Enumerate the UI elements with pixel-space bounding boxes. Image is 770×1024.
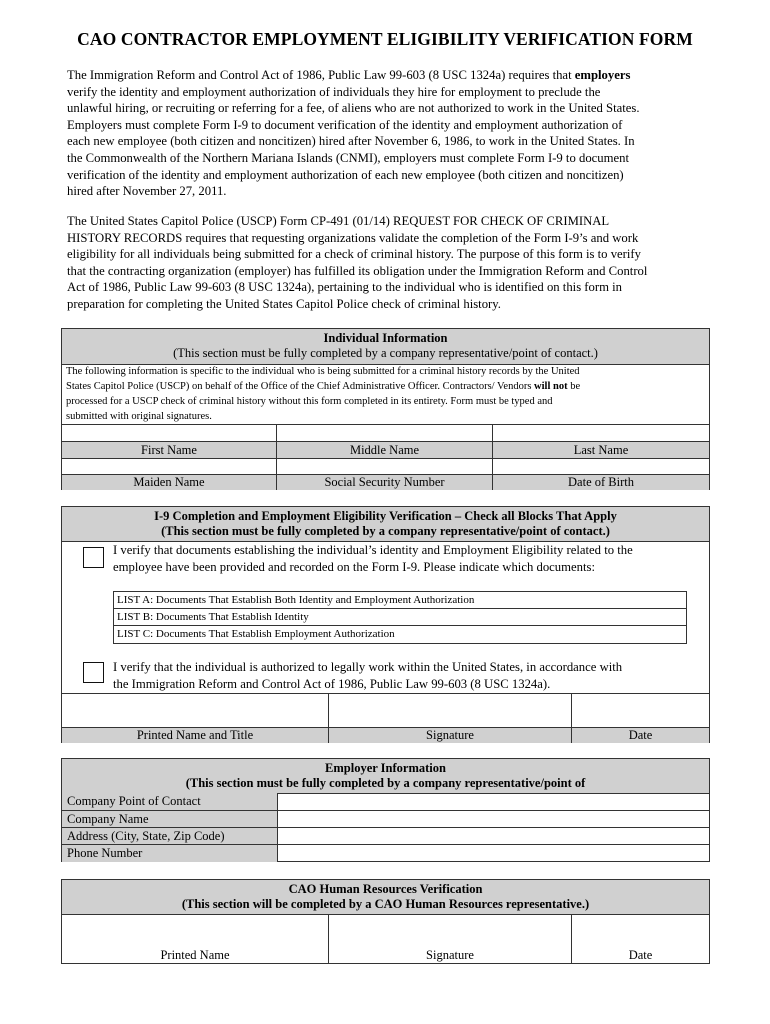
company-name-field[interactable] (278, 811, 709, 828)
company-poc-label: Company Point of Contact (62, 793, 278, 810)
intro-p1-line: verification of the identity and employment authorization of each new employee (both citizen and noncitizen) (67, 167, 624, 182)
maiden-name-label: Maiden Name (62, 475, 277, 490)
hr-header (62, 880, 709, 915)
document-lists (113, 591, 687, 644)
list-b-option[interactable]: LIST B: Documents That Establish Identity (114, 609, 686, 626)
hr-signature-label-row (62, 947, 709, 963)
printed-name-title-field[interactable] (62, 694, 329, 728)
intro-p1-line: verify the identity and employment authorization of individuals they hire for employment to preclude the (67, 84, 601, 99)
individual-header (62, 329, 709, 365)
name-input-row (62, 424, 709, 442)
phone-number-label: Phone Number (62, 845, 278, 862)
intro-p1-first-text: The Immigration Reform and Control Act of 1986, Public Law 99-603 (8 USC 1324a) requires that (67, 68, 575, 82)
address-label: Address (City, State, Zip Code) (62, 828, 278, 845)
individual-subtitle: (This section must be fully completed by a company representative/point of contact.) (173, 346, 598, 360)
individual-note-line (66, 379, 704, 394)
last-name-label: Last Name (573, 443, 629, 457)
employer-row (62, 810, 709, 828)
individual-note-after-bold: be (567, 381, 581, 392)
i9-verification-section (61, 506, 710, 743)
i9-signature-input-row (62, 693, 709, 728)
employer-row (62, 827, 709, 845)
individual-note-bold: will not (534, 381, 568, 392)
i9-signature-field[interactable] (329, 694, 572, 728)
i9-subtitle: (This section must be fully completed by a company representative/point of contact.) (161, 524, 610, 538)
first-name-label: First Name (62, 442, 277, 459)
intro-p1-line: unlawful hiring, or recruiting or referring for a fee, of aliens who are not authorized to work in the United States. (67, 101, 640, 116)
hr-printed-name-field[interactable] (62, 914, 329, 947)
i9-title: I-9 Completion and Employment Eligibility Verification – Check all Blocks That Apply (154, 509, 617, 523)
i9-date-label: Date (628, 728, 653, 742)
hr-date-field[interactable] (572, 914, 709, 947)
company-poc-field[interactable] (278, 793, 709, 810)
authorized-to-work-line: I verify that the individual is authorized to legally work within the United States, in accordance with (113, 660, 623, 674)
documents-verified-checkbox[interactable] (83, 547, 104, 568)
intro-p1-line: Employers must complete Form I-9 to document verification of the identity and employment authorization of (67, 117, 623, 132)
individual-information-section (61, 328, 710, 490)
list-a-option[interactable]: LIST A: Documents That Establish Both Identity and Employment Authorization (114, 592, 686, 609)
authorized-to-work-checkbox[interactable] (83, 662, 104, 683)
i9-signature-label-row (62, 727, 709, 743)
hr-title: CAO Human Resources Verification (288, 882, 483, 896)
company-name-label: Company Name (62, 811, 278, 828)
intro-p1-bold-word: employers (574, 68, 631, 82)
phone-number-field[interactable] (278, 845, 709, 862)
individual-note-line: The following information is specific to the individual who is being submitted for a criminal history records by the United (66, 366, 580, 377)
individual-note-line: submitted with original signatures. (66, 411, 212, 422)
hr-verification-section (61, 879, 710, 964)
intro-paragraph-1 (67, 67, 707, 200)
middle-name-label: Middle Name (277, 442, 493, 459)
first-name-field[interactable] (62, 425, 277, 442)
employer-row (62, 844, 709, 862)
maiden-name-field[interactable] (62, 459, 277, 475)
date-of-birth-label: Date of Birth (568, 475, 634, 489)
employer-information-section (61, 758, 710, 862)
ssn-field[interactable] (277, 459, 493, 475)
intro-p2-line: preparation for completing the United States Capitol Police check of criminal history. (67, 296, 501, 311)
page-title: CAO CONTRACTOR EMPLOYMENT ELIGIBILITY VERIFICATION FORM (77, 29, 693, 49)
hr-signature-label: Signature (329, 947, 572, 963)
intro-p2-line: Act of 1986, Public Law 99-603 (8 USC 1324a), pertaining to the individual who is identified on this form in (67, 280, 623, 295)
authorized-to-work-text (113, 659, 703, 692)
authorized-to-work-line: the Immigration Reform and Control Act of 1986, Public Law 99-603 (8 USC 1324a). (113, 676, 551, 691)
address-field[interactable] (278, 828, 709, 845)
documents-verified-line: employee have been provided and recorded on the Form I-9. Please indicate which documents: (113, 559, 595, 574)
last-name-field[interactable] (493, 425, 709, 442)
i9-header (62, 507, 709, 542)
hr-subtitle: (This section will be completed by a CAO Human Resources representative.) (181, 897, 590, 911)
middle-name-field[interactable] (277, 425, 493, 442)
documents-verified-text (113, 542, 703, 575)
intro-paragraph-2 (67, 213, 707, 313)
intro-p1-line: the Commonwealth of the Northern Mariana Islands (CNMI), employers must complete Form I-9 to document (67, 150, 630, 165)
employer-row (62, 793, 709, 810)
employer-title: Employer Information (325, 761, 446, 775)
intro-p2-line: that the contracting organization (employer) has fulfilled its obligation under the Immigration Reform and Control (67, 263, 648, 278)
hr-signature-field[interactable] (329, 914, 572, 947)
individual-note (66, 364, 704, 424)
i9-date-field[interactable] (572, 694, 709, 728)
documents-verified-line: I verify that documents establishing the individual’s identity and Employment Eligibility related to the (113, 543, 633, 557)
intro-p1-first-line (67, 67, 707, 84)
name-label-row (62, 441, 709, 459)
intro-p1-line: each new employee (both citizen and noncitizen) hired after November 6, 1986, to work in the United States. In (67, 134, 635, 149)
individual-note-text: States Capitol Police (USCP) on behalf of the Office of the Chief Administrative Officer. Contractors/ Vendors (66, 381, 535, 392)
employer-header (62, 759, 709, 794)
intro-p2-line: eligibility for all individuals being submitted for a check of criminal history. The purpose of this form is to verify (67, 247, 641, 262)
hr-signature-input-row (62, 914, 709, 947)
hr-printed-name-label: Printed Name (62, 947, 329, 963)
i9-signature-label: Signature (329, 728, 572, 743)
hr-date-label: Date (628, 948, 653, 962)
individual-note-line: processed for a USCP check of criminal history without this form completed in its entirety. Form must be typed and (66, 396, 553, 407)
identity-input-row (62, 458, 709, 475)
employer-subtitle: (This section must be fully completed by a company representative/point of (185, 776, 586, 790)
intro-p2-line: The United States Capitol Police (USCP) Form CP-491 (01/14) REQUEST FOR CHECK OF CRIMINAL (67, 214, 610, 228)
individual-title: Individual Information (323, 331, 448, 345)
intro-p2-line: HISTORY RECORDS requires that requesting organizations validate the completion of the Form I-9’s and work (67, 230, 639, 245)
date-of-birth-field[interactable] (493, 459, 709, 475)
intro-p1-line: hired after November 27, 2011. (67, 184, 227, 199)
printed-name-title-label: Printed Name and Title (62, 728, 329, 743)
list-c-option[interactable]: LIST C: Documents That Establish Employment Authorization (117, 628, 395, 640)
identity-label-row (62, 474, 709, 490)
ssn-label: Social Security Number (277, 475, 493, 490)
